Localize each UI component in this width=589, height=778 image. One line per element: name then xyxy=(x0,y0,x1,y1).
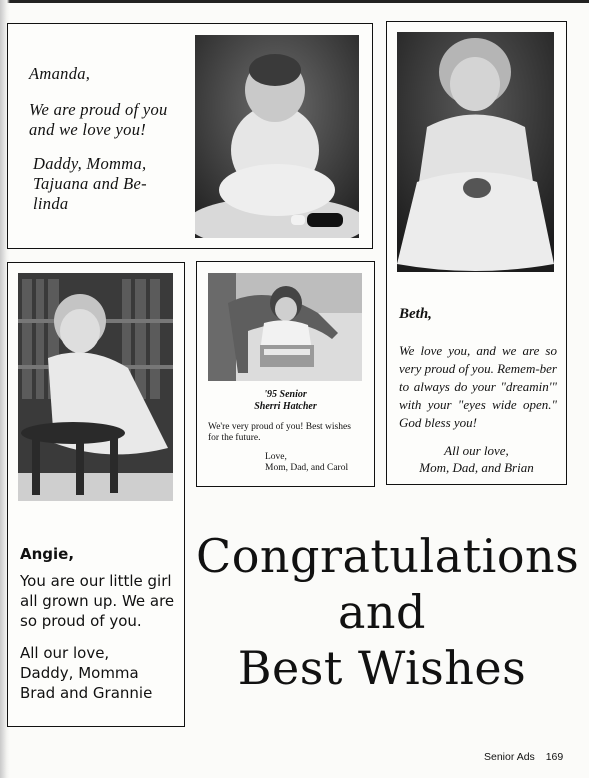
page-number: 169 xyxy=(545,751,564,763)
angie-signature-line-2: Brad and Grannie xyxy=(20,684,153,702)
ad-box-amanda xyxy=(7,23,373,249)
page-footer xyxy=(484,751,563,763)
amanda-signature: Daddy, Momma, Tajuana and Be-linda xyxy=(33,154,147,213)
beth-name: Beth, xyxy=(399,306,432,322)
top-rule xyxy=(0,0,589,3)
angie-closing: All our love, xyxy=(20,644,110,662)
beth-toddler-photo xyxy=(397,32,554,272)
angie-name: Angie, xyxy=(20,545,75,563)
ad-box-angie xyxy=(7,262,185,727)
congratulations-headline xyxy=(196,528,580,696)
sherri-title-line-1: '95 Senior xyxy=(264,389,307,400)
beth-closing xyxy=(387,442,566,476)
amanda-text xyxy=(29,64,169,228)
sherri-message: We're very proud of you! Best wishes for the future. xyxy=(208,422,351,443)
angie-toddler-photo xyxy=(18,273,173,501)
headline-line-3: Best Wishes xyxy=(237,641,527,695)
headline-line-1: Congratulations xyxy=(196,529,580,583)
ad-box-beth xyxy=(386,21,567,485)
footer-section: Senior Ads xyxy=(484,751,535,763)
amanda-message: We are proud of you and we love you! xyxy=(29,100,168,139)
sherri-signature: Mom, Dad, and Carol xyxy=(265,463,349,473)
headline-line-2: and xyxy=(338,585,426,639)
amanda-name: Amanda, xyxy=(29,64,91,83)
sherri-closing-line: Love, xyxy=(265,452,287,462)
angie-message: You are our little girl all grown up. We are so proud of you. xyxy=(20,572,175,630)
sherri-toddler-photo xyxy=(208,273,362,381)
sherri-title-line-2: Sherri Hatcher xyxy=(254,401,317,412)
sherri-title xyxy=(197,389,374,413)
beth-message: We love you, and we are so very proud of you. Remem-ber to always do your "dreamin'" with your "eyes wide open." God bless you! xyxy=(399,343,557,430)
amanda-baby-photo xyxy=(195,35,359,238)
angie-signature-line-1: Daddy, Momma xyxy=(20,664,139,682)
angie-text xyxy=(20,544,180,703)
beth-signature: Mom, Dad, and Brian xyxy=(419,460,534,475)
beth-closing-line: All our love, xyxy=(444,443,509,458)
sherri-closing xyxy=(265,452,348,474)
ad-box-sherri xyxy=(196,261,375,487)
